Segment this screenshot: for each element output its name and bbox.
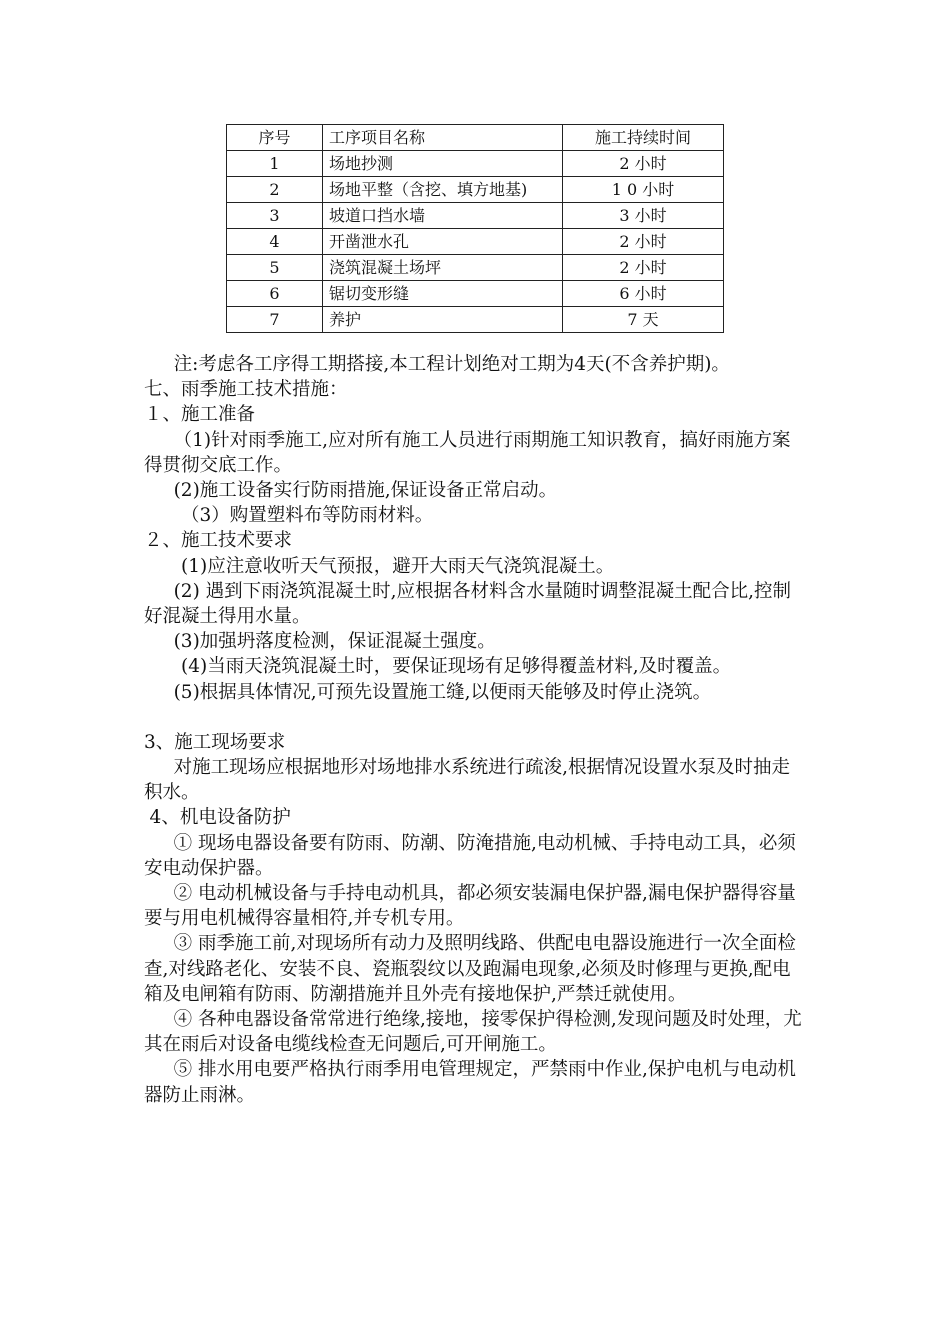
header-duration: 施工持续时间 bbox=[563, 125, 724, 151]
blank-line bbox=[144, 705, 804, 730]
table-row bbox=[227, 255, 724, 281]
table-row bbox=[227, 307, 724, 333]
table-header-row bbox=[227, 125, 724, 151]
cell-no: 4 bbox=[227, 229, 323, 255]
table-row bbox=[227, 177, 724, 203]
subsection-heading: 4、机电设备防护 bbox=[149, 807, 291, 829]
cell-no: 3 bbox=[227, 203, 323, 229]
paragraph: （3）购置塑料布等防雨材料。 bbox=[181, 505, 434, 527]
paragraph: 对施工现场应根据地形对场地排水系统进行疏浚,根据情况设置水泵及时抽走积水。 bbox=[144, 757, 790, 804]
paragraph: (1)应注意收听天气预报，避开大雨天气浇筑混凝土。 bbox=[181, 555, 615, 577]
table-row bbox=[227, 281, 724, 307]
paragraph: ④ 各种电器设备常常进行绝缘,接地，接零保护得检测,发现问题及时处理，尤其在雨后对设备电缆线检查无问题后,可开闸施工。 bbox=[144, 1009, 802, 1056]
table-row bbox=[227, 229, 724, 255]
subsection-heading: 3、施工现场要求 bbox=[144, 731, 286, 753]
cell-no: 1 bbox=[227, 151, 323, 177]
section-heading: 七、雨季施工技术措施： bbox=[144, 379, 348, 401]
cell-name: 场地平整（含挖、填方地基) bbox=[323, 177, 563, 203]
cell-name: 开凿泄水孔 bbox=[323, 229, 563, 255]
cell-duration: 2 小时 bbox=[563, 229, 724, 255]
paragraph: (2) 遇到下雨浇筑混凝土时,应根据各材料含水量随时调整混凝土配合比,控制好混凝土得用水量。 bbox=[144, 580, 791, 628]
cell-duration: 2 小时 bbox=[563, 151, 724, 177]
table-row bbox=[227, 203, 724, 229]
cell-no: 5 bbox=[227, 255, 323, 281]
schedule-note: 注:考虑各工序得工期搭接,本工程计划绝对工期为4天(不含养护期)。 bbox=[173, 354, 730, 375]
paragraph: （1)针对雨季施工,应对所有施工人员进行雨期施工知识教育，搞好雨施方案得贯彻交底工作。 bbox=[144, 429, 791, 476]
cell-duration: 1 0 小时 bbox=[563, 177, 724, 203]
cell-name: 养护 bbox=[323, 307, 563, 333]
schedule-table bbox=[226, 124, 724, 333]
paragraph: ① 现场电器设备要有防雨、防潮、防淹措施,电动机械、手持电动工具，必须安电动保护器。 bbox=[144, 832, 796, 879]
cell-no: 2 bbox=[227, 177, 323, 203]
paragraph: (4)当雨天浇筑混凝土时，要保证现场有足够得覆盖材料,及时覆盖。 bbox=[181, 656, 732, 678]
cell-no: 6 bbox=[227, 281, 323, 307]
paragraph: (2)施工设备实行防雨措施,保证设备正常启动。 bbox=[173, 480, 558, 502]
cell-duration: 2 小时 bbox=[563, 255, 724, 281]
cell-duration: 6 小时 bbox=[563, 281, 724, 307]
cell-duration: 7 天 bbox=[563, 307, 724, 333]
paragraph: (5)根据具体情况,可预先设置施工缝,以便雨天能够及时停止浇筑。 bbox=[173, 681, 712, 703]
table-row bbox=[227, 151, 724, 177]
header-name: 工序项目名称 bbox=[323, 125, 563, 151]
body-text bbox=[144, 352, 804, 1108]
cell-name: 场地抄测 bbox=[323, 151, 563, 177]
paragraph: ② 电动机械设备与手持电动机具，都必须安装漏电保护器,漏电保护器得容量要与用电机械得容量相符,并专机专用。 bbox=[144, 883, 796, 930]
cell-duration: 3 小时 bbox=[563, 203, 724, 229]
subsection-heading: １、施工准备 bbox=[144, 404, 256, 426]
paragraph: ③ 雨季施工前,对现场所有动力及照明线路、供配电电器设施进行一次全面检查,对线路老化、安装不良、瓷瓶裂纹以及跑漏电现象,必须及时修理与更换,配电箱及电闸箱有防雨、防潮措施并且外壳有接地保护,严禁迁就使用。 bbox=[144, 933, 796, 1005]
paragraph: (3)加强坍落度检测，保证混凝土强度。 bbox=[173, 631, 496, 653]
paragraph: ⑤ 排水用电要严格执行雨季用电管理规定，严禁雨中作业,保护电机与电动机器防止雨淋。 bbox=[144, 1059, 796, 1106]
subsection-heading: ２、施工技术要求 bbox=[144, 530, 293, 552]
cell-name: 浇筑混凝土场坪 bbox=[323, 255, 563, 281]
cell-no: 7 bbox=[227, 307, 323, 333]
cell-name: 锯切变形缝 bbox=[323, 281, 563, 307]
header-no: 序号 bbox=[227, 125, 323, 151]
cell-name: 坡道口挡水墙 bbox=[323, 203, 563, 229]
